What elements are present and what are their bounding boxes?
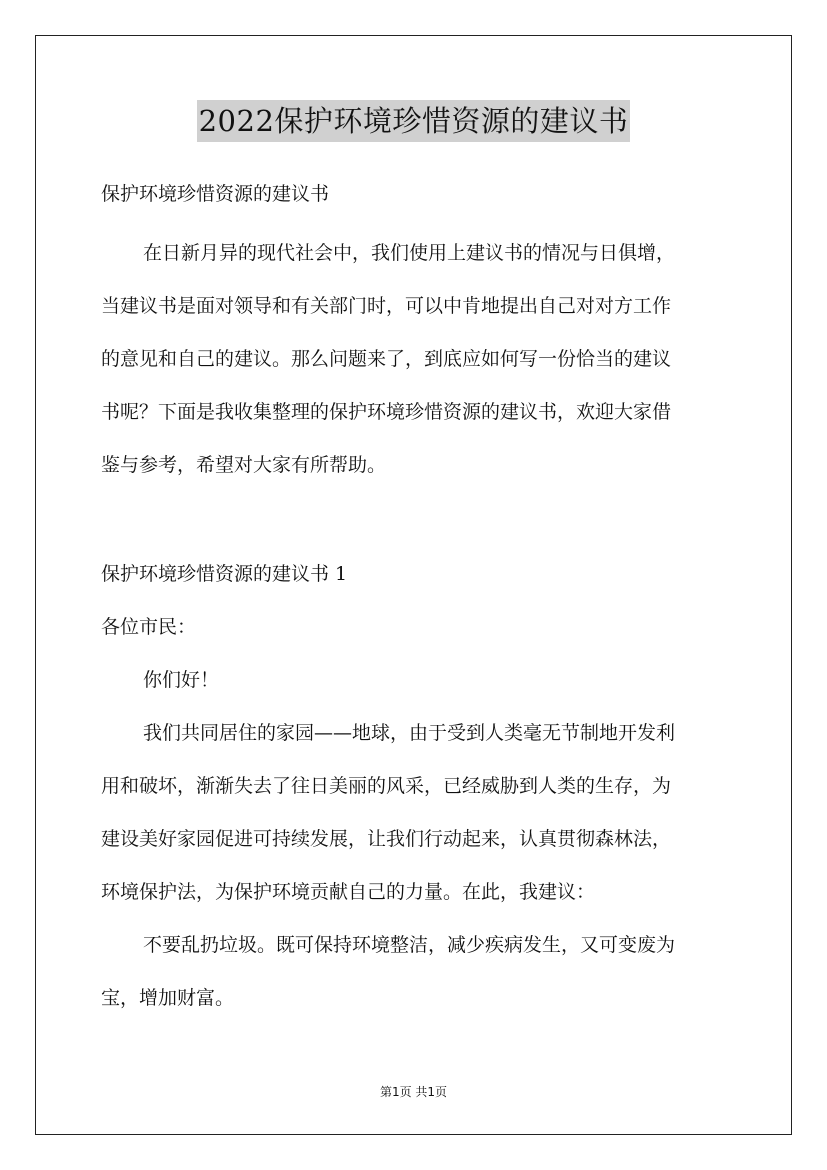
body-line-4: 环境保护法，为保护环境贡献自己的力量。在此，我建议： [101,881,596,903]
body-line-1: 我们共同居住的家园——地球，由于受到人类毫无节制地开发利 [143,722,676,744]
paragraph-gap [101,492,729,548]
page-footer: 第1页 共1页 [379,1085,448,1099]
suggestion-line-2: 宝，增加财富。 [101,987,235,1009]
document-title: 2022保护环境珍惜资源的建议书 [197,100,631,142]
section-heading: 保护环境珍惜资源的建议书 1 [101,563,348,585]
subtitle: 保护环境珍惜资源的建议书 [101,183,330,205]
title-area [0,100,827,142]
intro-line-1: 在日新月异的现代社会中，我们使用上建议书的情况与日俱增， [143,242,676,264]
suggestion-line-1: 不要乱扔垃圾。既可保持环境整洁，减少疾病发生，又可变废为 [143,934,676,956]
intro-line-2: 当建议书是面对领导和有关部门时，可以中肯地提出自己对对方工作 [101,295,672,317]
document-body [101,174,729,1025]
body-line-3: 建设美好家园促进可持续发展，让我们行动起来，认真贯彻森林法， [101,828,672,850]
intro-line-4: 书呢？下面是我收集整理的保护环境珍惜资源的建议书，欢迎大家借 [101,401,672,423]
body-line-2: 用和破坏，渐渐失去了往日美丽的风采，已经威胁到人类的生存，为 [101,775,672,797]
intro-line-3: 的意见和自己的建议。那么问题来了，到底应如何写一份恰当的建议 [101,348,672,370]
intro-line-5: 鉴与参考，希望对大家有所帮助。 [101,454,387,476]
greeting: 你们好！ [143,669,220,691]
salutation: 各位市民： [101,616,197,638]
